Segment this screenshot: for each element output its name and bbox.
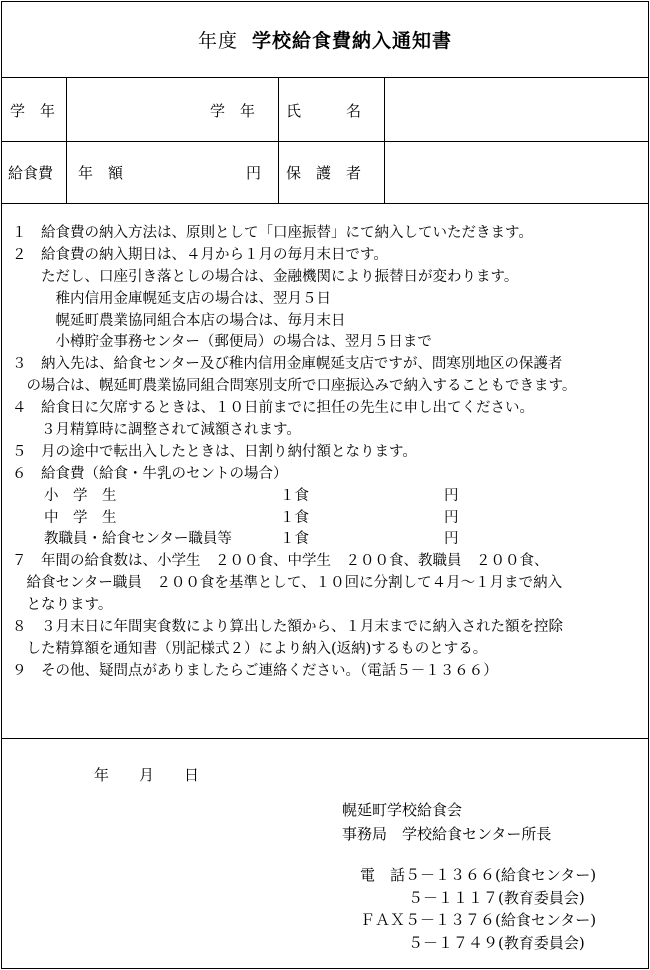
rule-notes-bottom (2, 738, 648, 739)
title-main: 学校給食費納入通知書 (252, 30, 453, 52)
grade-field: 学 年 (210, 102, 256, 120)
note-line: 稚内信用金庫幌延支店の場合は、翌月５日 (12, 290, 331, 307)
note-line: ３月精算時に調整されて減額されます。 (12, 422, 301, 439)
note-line: ７ 年間の給食数は、小学生 ２００食、中学生 ２００食、教職員 ２００食、 (12, 553, 549, 570)
fee-row-staff (12, 529, 648, 551)
phone-line: 電 話５－１３６６(給食センター) (360, 866, 597, 884)
col-divider-3 (384, 77, 385, 203)
yen-unit: 円 (246, 164, 262, 182)
note-line: ６ 給食費（給食・牛乳のセントの場合） (12, 465, 288, 482)
fee-quantity: １食 (280, 487, 309, 504)
document-title (2, 26, 648, 53)
fee-quantity: １食 (280, 531, 309, 548)
fee-unit: 円 (444, 509, 459, 526)
fee-row-elementary (12, 486, 648, 508)
note-line: ８ ３月末日に年間実食数により算出した額から、１月末までに納入された額を控除 (12, 619, 563, 636)
note-line: ２ 給食費の納入期日は、４月から１月の毎月末日です。 (12, 246, 388, 263)
guardian-label: 保 護 者 (286, 164, 362, 182)
note-line: の場合は、幌延町農業協同組合問寒別支所で口座振込みで納入することもできます。 (12, 378, 577, 395)
fee-category: 中 学 生 (44, 509, 117, 526)
fee-label: 給食費 (8, 164, 54, 182)
note-line: 給食センター職員 ２００食を基準として、１０回に分割して４月～１月まで納入 (12, 575, 563, 592)
col-divider-2 (278, 77, 279, 203)
fee-unit: 円 (444, 531, 459, 548)
annual-amount-label: 年 額 (78, 164, 124, 182)
note-line: ５ 月の途中で転出入したときは、日割り納付額となります。 (12, 443, 417, 460)
fax-line: ＦＡＸ５－１３７６(給食センター) (360, 911, 597, 929)
note-line: １ 給食費の納入方法は、原則として「口座振替」にて納入していただきます。 (12, 225, 533, 241)
title-year-prefix: 年度 (197, 30, 238, 52)
fee-row-junior-high (12, 508, 648, 530)
fee-quantity: １食 (280, 509, 309, 526)
fee-category: 教職員・給食センター職員等 (44, 531, 232, 548)
office-title: 事務局 学校給食センター所長 (342, 825, 552, 843)
rule-top-table (2, 77, 648, 78)
notice-form (1, 1, 649, 969)
issue-date: 年 月 日 (94, 766, 200, 784)
rule-mid-table (2, 141, 648, 142)
note-line: ただし、口座引き落としの場合は、金融機関により振替日が変わります。 (12, 268, 519, 285)
phone-line: ５－１１１７(教育委員会) (408, 889, 585, 907)
note-line: ４ 給食日に欠席するときは、１０日前までに担任の先生に申し出てください。 (12, 400, 534, 417)
fee-category: 小 学 生 (44, 487, 117, 504)
col-divider-1 (66, 77, 67, 203)
note-line: した精算額を通知書（別記様式２）により納入(返納)するものとする。 (12, 640, 488, 657)
note-line: ９ その他、疑問点がありましたらご連絡ください。（電話５－１３６６） (12, 662, 498, 679)
fee-unit: 円 (444, 487, 459, 504)
grade-label: 学 年 (10, 102, 56, 120)
note-line: ３ 納入先は、給食センター及び稚内信用金庫幌延支店ですが、問寒別地区の保護者 (12, 356, 563, 373)
student-name-label: 氏 名 (286, 102, 362, 120)
rule-bottom-table (2, 203, 648, 204)
note-line: となります。 (12, 597, 113, 614)
note-line: 小樽貯金事務センター（郵便局）の場合は、翌月５日まで (12, 334, 432, 351)
notes-section (12, 223, 648, 683)
fax-line: ５－１７４９(教育委員会) (408, 934, 585, 952)
note-line: 幌延町農業協同組合本店の場合は、毎月末日 (12, 312, 346, 329)
organization-name: 幌延町学校給食会 (342, 801, 463, 819)
